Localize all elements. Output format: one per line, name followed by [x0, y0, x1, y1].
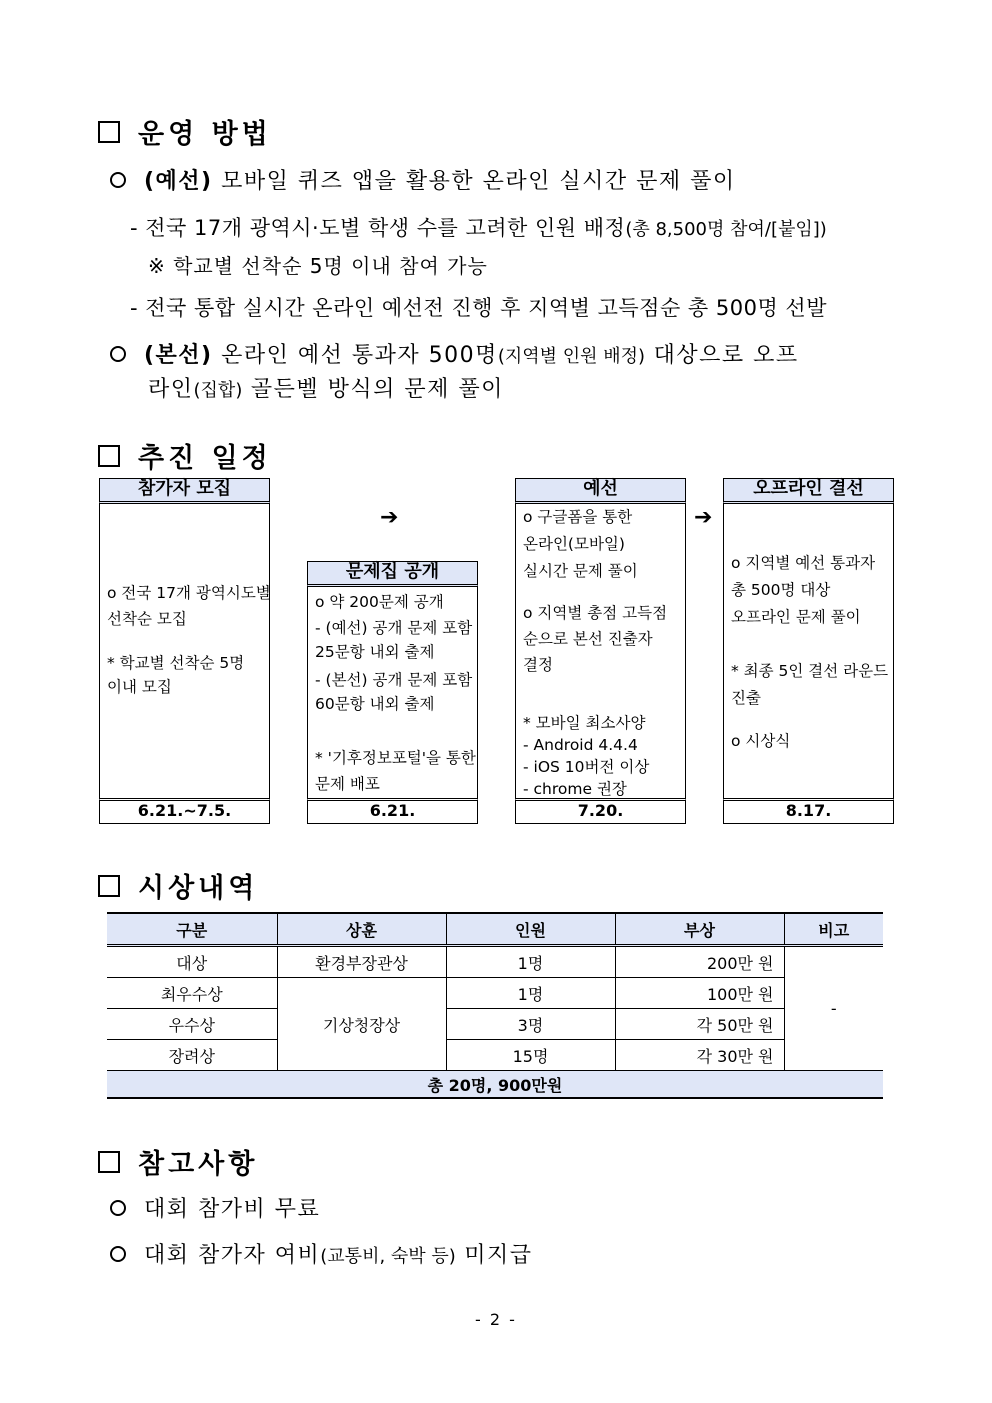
schedule-line: 총 500명 대상	[731, 581, 831, 599]
schedule-line: 문제 배포	[315, 775, 380, 793]
schedule-body	[307, 586, 478, 799]
schedule-line: - iOS 10버전 이상	[523, 758, 650, 776]
schedule-line: * 최종 5인 결선 라운드	[731, 662, 889, 680]
schedule-date: 7.20.	[515, 798, 686, 824]
school-limit-note: ※ 학교별 선착순 5명 이내 참여 가능	[148, 254, 488, 278]
note-text-post: 미지급	[455, 1243, 533, 1268]
schedule-date: 6.21.~7.5.	[99, 798, 270, 824]
schedule-line: o 약 200문제 공개	[315, 593, 444, 611]
square-bullet-icon	[98, 875, 120, 897]
final-text-1: 온라인 예선 통과자 500명	[212, 343, 498, 368]
table-row	[107, 1009, 883, 1040]
square-bullet-icon	[98, 1151, 120, 1173]
schedule-line: - (본선) 공개 문제 포함	[315, 671, 473, 689]
section-title: 시상내역	[138, 873, 259, 904]
award-prize: 각 30만 원	[615, 1040, 784, 1071]
award-prize: 200만 원	[615, 946, 784, 978]
bullet-preliminary	[110, 164, 736, 195]
section-heading-notes	[98, 1142, 258, 1181]
allocation-note: (총 8,500명 참여/[붙임])	[625, 219, 827, 240]
schedule-line: 25문항 내외 출제	[315, 643, 435, 661]
arrow-right-icon: ➔	[694, 505, 713, 530]
schedule-line: 60문항 내외 출제	[315, 695, 435, 713]
column-header: 부상	[615, 913, 784, 946]
schedule-line: o 지역별 총점 고득점	[523, 604, 668, 622]
note-item	[110, 1238, 533, 1269]
schedule-line: o 전국 17개 광역시도별	[107, 584, 271, 602]
schedule-line: 이내 모집	[107, 678, 172, 696]
award-prize: 각 50만 원	[615, 1009, 784, 1040]
column-header: 비고	[784, 913, 883, 946]
award-honor: 환경부장관상	[277, 946, 446, 978]
schedule-line: 선착순 모집	[107, 610, 187, 628]
selection-text: 전국 통합 실시간 온라인 예선전 진행 후 지역별 고득점순 총 500명 선발	[145, 296, 827, 320]
dash-item-selection: - 전국 통합 실시간 온라인 예선전 진행 후 지역별 고득점순 총 500명 선발	[130, 296, 827, 320]
section-title: 운영 방법	[138, 119, 272, 150]
schedule-line: 실시간 문제 풀이	[523, 562, 638, 580]
table-total-row	[107, 1071, 883, 1099]
award-table	[107, 912, 883, 1099]
award-count: 1명	[446, 946, 615, 978]
schedule-line: - Android 4.4.4	[523, 736, 638, 754]
award-count: 3명	[446, 1009, 615, 1040]
final-note: (지역별 인원 배정)	[497, 346, 646, 367]
schedule-line: o 구글폼을 통한	[523, 508, 633, 526]
schedule-line: - chrome 권장	[523, 780, 627, 798]
final-text-2: 대상으로 오프	[645, 343, 799, 368]
square-bullet-icon	[98, 445, 120, 467]
schedule-header: 오프라인 결선	[723, 478, 894, 504]
bullet-final-line2	[148, 372, 504, 403]
schedule-date: 8.17.	[723, 798, 894, 824]
dash-item-allocation: - 전국 17개 광역시·도별 학생 수를 고려한 인원 배정(총 8,500명 참여/[붙임])	[130, 216, 827, 240]
schedule-line: * 모바일 최소사양	[523, 714, 646, 732]
bullet-final	[110, 338, 799, 369]
table-header-row	[107, 913, 883, 946]
final-note-2: (집합)	[193, 380, 243, 401]
final-text-3: 라인	[148, 377, 194, 402]
column-header: 인원	[446, 913, 615, 946]
preliminary-tag: (예선)	[144, 169, 213, 194]
schedule-body	[723, 503, 894, 799]
schedule-line: 결정	[523, 656, 553, 674]
award-category: 장려상	[107, 1040, 277, 1071]
section-title: 추진 일정	[138, 443, 272, 474]
award-count: 15명	[446, 1040, 615, 1071]
page-number: - 2 -	[475, 1310, 517, 1329]
note-small: (교통비, 숙박 등)	[320, 1246, 456, 1267]
award-category: 최우수상	[107, 978, 277, 1009]
table-row	[107, 946, 883, 978]
schedule-line: o 시상식	[731, 732, 791, 750]
preliminary-text: 모바일 퀴즈 앱을 활용한 온라인 실시간 문제 풀이	[212, 169, 736, 194]
circle-bullet-icon	[110, 346, 126, 362]
schedule-line: * '기후정보포털'을 통한	[315, 749, 476, 767]
final-text-4: 골든벨 방식의 문제 풀이	[242, 377, 504, 402]
note-item	[110, 1192, 320, 1223]
final-tag: (본선)	[144, 343, 213, 368]
section-heading-schedule	[98, 436, 272, 475]
circle-bullet-icon	[110, 1200, 126, 1216]
award-category: 대상	[107, 946, 277, 978]
section-heading-operation	[98, 112, 272, 151]
circle-bullet-icon	[110, 172, 126, 188]
schedule-date: 6.21.	[307, 798, 478, 824]
award-count: 1명	[446, 978, 615, 1009]
schedule-body	[99, 503, 270, 799]
note-text: 대회 참가비 무료	[144, 1197, 321, 1222]
award-prize: 100만 원	[615, 978, 784, 1009]
schedule-line: * 학교별 선착순 5명	[107, 654, 245, 672]
arrow-right-icon: ➔	[380, 505, 399, 530]
square-bullet-icon	[98, 121, 120, 143]
schedule-line: - (예선) 공개 문제 포함	[315, 619, 473, 637]
schedule-line: 오프라인 문제 풀이	[731, 608, 861, 626]
schedule-header: 예선	[515, 478, 686, 504]
schedule-body	[515, 503, 686, 799]
section-heading-awards	[98, 866, 258, 905]
award-category: 우수상	[107, 1009, 277, 1040]
award-total: 총 20명, 900만원	[107, 1071, 883, 1099]
schedule-line: 진출	[731, 689, 761, 707]
table-row	[107, 1040, 883, 1071]
schedule-header: 문제집 공개	[307, 561, 478, 587]
note-text: 대회 참가자 여비	[144, 1243, 321, 1268]
award-honor: 기상청장상	[277, 978, 446, 1071]
schedule-line: o 지역별 예선 통과자	[731, 554, 876, 572]
schedule-line: 온라인(모바일)	[523, 535, 625, 553]
schedule-header: 참가자 모집	[99, 478, 270, 504]
circle-bullet-icon	[110, 1246, 126, 1262]
allocation-text: 전국 17개 광역시·도별 학생 수를 고려한 인원 배정	[145, 216, 626, 240]
section-title: 참고사항	[138, 1149, 259, 1180]
column-header: 상훈	[277, 913, 446, 946]
column-header: 구분	[107, 913, 277, 946]
table-row	[107, 978, 883, 1009]
schedule-line: 순으로 본선 진출자	[523, 630, 653, 648]
award-remark: -	[784, 946, 883, 1071]
